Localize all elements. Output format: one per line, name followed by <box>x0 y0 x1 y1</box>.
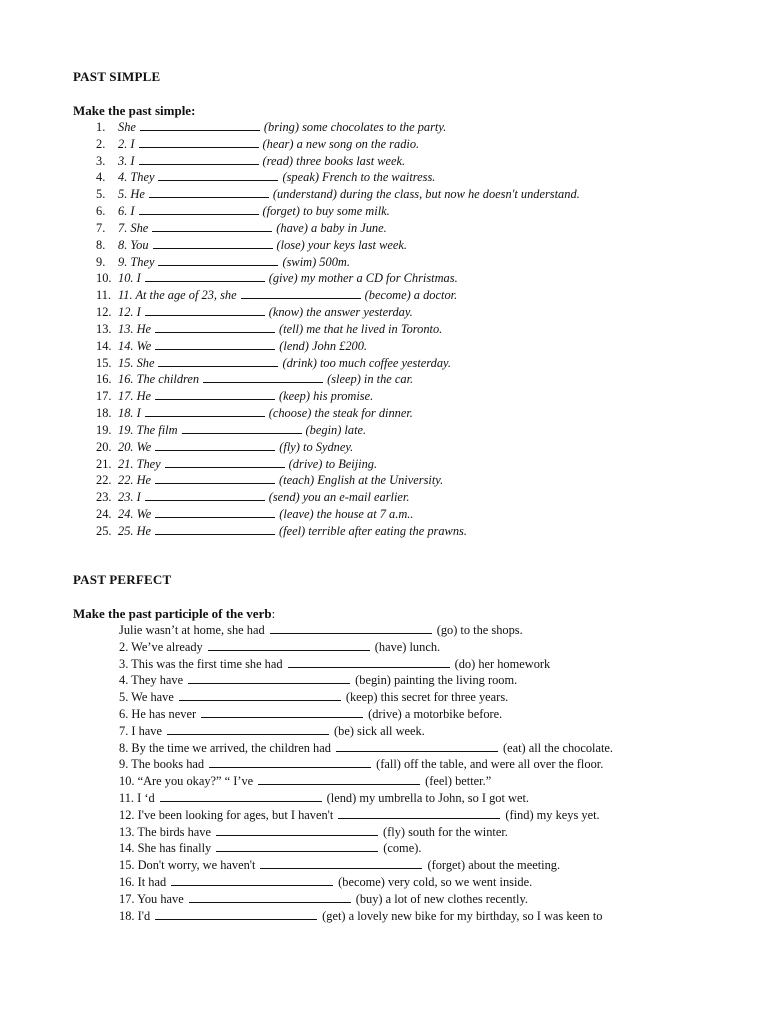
past-simple-item <box>96 405 756 422</box>
item-number: 6. <box>96 204 106 219</box>
item-number: 3. <box>96 153 106 168</box>
item-prompt: (go) to the shops. <box>436 623 523 637</box>
item-number: 15. <box>96 355 112 370</box>
item-subject: 7. I have <box>119 723 163 738</box>
past-simple-item <box>96 136 756 153</box>
answer-blank[interactable] <box>203 371 323 383</box>
item-prompt: (do) her homework <box>454 656 551 671</box>
item-prompt: (be) sick all week. <box>334 723 425 738</box>
instruction-past-perfect-colon: : <box>271 606 276 621</box>
past-perfect-item <box>119 840 719 857</box>
item-prompt: (find) my keys yet. <box>505 807 600 822</box>
past-simple-item <box>96 304 756 321</box>
answer-blank[interactable] <box>288 656 450 668</box>
answer-blank[interactable] <box>158 254 278 266</box>
answer-blank[interactable] <box>155 472 275 484</box>
item-subject: 8. By the time we arrived, the children had <box>119 740 331 755</box>
item-prompt: (drive) a motorbike before. <box>368 706 503 721</box>
answer-blank[interactable] <box>149 186 269 198</box>
item-subject: 10. I <box>118 271 141 286</box>
item-number: 5. <box>96 187 106 202</box>
item-prompt: (become) very cold, so we went inside. <box>338 874 533 889</box>
instruction-past-simple: Make the past simple: <box>73 103 196 118</box>
past-simple-item <box>96 237 756 254</box>
past-perfect-item <box>119 824 719 841</box>
past-perfect-item <box>119 874 719 891</box>
answer-blank[interactable] <box>338 807 500 819</box>
item-number: 16. <box>96 372 112 387</box>
answer-blank[interactable] <box>179 689 341 701</box>
item-prompt: (eat) all the chocolate. <box>502 740 614 755</box>
item-subject: 2. We’ve already <box>119 639 203 654</box>
past-perfect-exercise-list <box>119 622 719 924</box>
answer-blank[interactable] <box>158 355 278 367</box>
item-subject: 18. I <box>118 406 141 421</box>
item-subject: 13. The birds have <box>119 824 211 839</box>
answer-blank[interactable] <box>336 740 498 752</box>
item-prompt: (drive) to Beijing. <box>288 456 378 471</box>
answer-blank[interactable] <box>188 672 350 684</box>
past-perfect-item <box>119 622 719 639</box>
item-prompt: (leave) the house at 7 a.m.. <box>279 507 414 522</box>
item-prompt: (become) a doctor. <box>364 288 458 303</box>
answer-blank[interactable] <box>155 506 275 518</box>
item-number: 18. <box>96 406 112 421</box>
item-prompt: (lose) your keys last week. <box>276 237 407 252</box>
item-subject: 22. He <box>118 473 152 488</box>
answer-blank[interactable] <box>155 388 275 400</box>
past-perfect-item <box>119 790 719 807</box>
item-number: 20. <box>96 439 112 454</box>
item-prompt: (lend) John £200. <box>279 338 368 353</box>
past-simple-item <box>96 287 756 304</box>
item-prompt: (fly) south for the winter. <box>383 824 508 839</box>
item-number: 21. <box>96 456 112 471</box>
item-subject: 25. He <box>118 523 152 538</box>
answer-blank[interactable] <box>145 304 265 316</box>
item-prompt: (get) a lovely new bike for my birthday, so I was keen to <box>322 908 603 923</box>
past-perfect-item <box>119 706 719 723</box>
item-number: 11. <box>96 288 112 303</box>
past-simple-item <box>96 371 756 388</box>
item-prompt: (have) lunch. <box>374 639 441 654</box>
item-prompt: (keep) his promise. <box>279 389 374 404</box>
past-perfect-item <box>119 740 639 757</box>
item-subject: 13. He <box>118 321 152 336</box>
item-number: 23. <box>96 490 112 505</box>
past-simple-item <box>96 321 756 338</box>
past-perfect-item <box>119 891 719 908</box>
answer-blank[interactable] <box>158 169 278 181</box>
answer-blank[interactable] <box>155 321 275 333</box>
item-subject: She <box>118 120 136 134</box>
past-simple-item <box>96 472 756 489</box>
item-subject: 15. She <box>118 355 155 370</box>
item-subject: 9. They <box>118 254 155 269</box>
item-prompt: (forget) to buy some milk. <box>262 204 390 219</box>
answer-blank[interactable] <box>155 908 317 920</box>
item-prompt: (sleep) in the car. <box>327 372 414 387</box>
item-prompt: (teach) English at the University. <box>279 473 444 488</box>
item-prompt: (buy) a lot of new clothes recently. <box>355 891 528 906</box>
past-simple-item <box>96 338 756 355</box>
past-simple-item <box>96 422 756 439</box>
answer-blank[interactable] <box>216 824 378 836</box>
item-prompt: (hear) a new song on the radio. <box>262 136 420 151</box>
past-perfect-item <box>119 723 719 740</box>
item-subject: 19. The film <box>118 422 178 437</box>
answer-blank[interactable] <box>145 489 265 501</box>
item-subject: 24. We <box>118 507 152 522</box>
item-subject: 11. At the age of 23, she <box>118 288 237 303</box>
item-number: 24. <box>96 507 112 522</box>
item-number: 1. <box>96 120 106 134</box>
item-number: 19. <box>96 422 112 437</box>
past-simple-item <box>96 506 756 523</box>
answer-blank[interactable] <box>155 439 275 451</box>
past-simple-exercise-list <box>96 119 756 540</box>
answer-blank[interactable] <box>145 405 265 417</box>
item-prompt: (tell) me that he lived in Toronto. <box>279 321 443 336</box>
past-simple-item <box>96 388 756 405</box>
item-prompt: (drink) too much coffee yesterday. <box>282 355 451 370</box>
past-simple-item <box>96 456 756 473</box>
item-subject: 17. He <box>118 389 152 404</box>
answer-blank[interactable] <box>260 857 422 869</box>
answer-blank[interactable] <box>167 723 329 735</box>
item-subject: 5. We have <box>119 690 174 705</box>
item-subject: 14. We <box>118 338 152 353</box>
answer-blank[interactable] <box>160 790 322 802</box>
past-perfect-item <box>119 656 719 673</box>
item-number: 10. <box>96 271 112 286</box>
item-number: 7. <box>96 220 106 235</box>
item-number: 13. <box>96 321 112 336</box>
answer-blank[interactable] <box>258 773 420 785</box>
item-subject: 6. I <box>118 204 135 219</box>
item-subject: 10. “Are you okay?” “ I’ve <box>119 774 254 789</box>
item-subject: 12. I <box>118 305 141 320</box>
item-prompt: (forget) about the meeting. <box>427 858 561 873</box>
past-perfect-item <box>119 689 719 706</box>
answer-blank[interactable] <box>189 891 351 903</box>
answer-blank[interactable] <box>139 153 259 165</box>
item-subject: 23. I <box>118 490 141 505</box>
answer-blank[interactable] <box>270 622 432 634</box>
item-prompt: (choose) the steak for dinner. <box>268 406 413 421</box>
item-subject: 20. We <box>118 439 152 454</box>
past-simple-item <box>96 355 756 372</box>
past-simple-item <box>96 489 756 506</box>
item-prompt: (come). <box>383 841 422 856</box>
item-subject: Julie wasn’t at home, she had <box>119 623 265 637</box>
answer-blank[interactable] <box>209 756 371 768</box>
item-number: 14. <box>96 338 112 353</box>
item-subject: 17. You have <box>119 891 184 906</box>
item-subject: 18. I'd <box>119 908 151 923</box>
item-subject: 6. He has never <box>119 706 197 721</box>
answer-blank[interactable] <box>139 203 259 215</box>
answer-blank[interactable] <box>145 270 265 282</box>
past-simple-item <box>96 203 756 220</box>
answer-blank[interactable] <box>140 119 260 131</box>
item-prompt: (know) the answer yesterday. <box>268 305 413 320</box>
item-subject: 11. I ‘d <box>119 790 155 805</box>
item-number: 2. <box>96 136 106 151</box>
item-subject: 14. She has finally <box>119 841 212 856</box>
instruction-past-perfect-text: Make the past participle of the verb <box>73 606 272 621</box>
item-subject: 16. It had <box>119 874 167 889</box>
item-number: 8. <box>96 237 106 252</box>
past-perfect-item <box>119 807 719 824</box>
section-heading-past-simple: PAST SIMPLE <box>73 69 161 84</box>
past-perfect-item <box>119 857 719 874</box>
past-simple-item <box>96 169 756 186</box>
answer-blank[interactable] <box>171 874 333 886</box>
instruction-past-perfect <box>73 606 275 622</box>
past-simple-item <box>96 270 756 287</box>
answer-blank[interactable] <box>216 840 378 852</box>
item-number: 12. <box>96 305 112 320</box>
item-subject: 15. Don't worry, we haven't <box>119 858 256 873</box>
item-prompt: (have) a baby in June. <box>276 220 387 235</box>
past-simple-item <box>96 186 756 203</box>
item-prompt: (feel) terrible after eating the prawns. <box>279 523 467 538</box>
item-subject: 4. They have <box>119 673 184 688</box>
item-prompt: (begin) late. <box>305 422 367 437</box>
item-prompt: (fall) off the table, and were all over the floor. <box>376 757 604 772</box>
answer-blank[interactable] <box>241 287 361 299</box>
item-prompt: (begin) painting the living room. <box>355 673 518 688</box>
item-prompt: (lend) my umbrella to John, so I got wet. <box>326 790 530 805</box>
past-simple-item <box>96 119 756 136</box>
past-simple-item <box>96 439 756 456</box>
answer-blank[interactable] <box>152 220 272 232</box>
past-perfect-item <box>119 639 719 656</box>
answer-blank[interactable] <box>208 639 370 651</box>
past-simple-item <box>96 523 756 540</box>
item-subject: 9. The books had <box>119 757 205 772</box>
item-subject: 7. She <box>118 220 149 235</box>
past-simple-item <box>96 153 756 170</box>
item-subject: 4. They <box>118 170 155 185</box>
item-subject: 3. I <box>118 153 135 168</box>
item-prompt: (swim) 500m. <box>282 254 350 269</box>
past-simple-item <box>96 254 756 271</box>
answer-blank[interactable] <box>201 706 363 718</box>
item-prompt: (speak) French to the waitress. <box>282 170 436 185</box>
item-subject: 21. They <box>118 456 161 471</box>
answer-blank[interactable] <box>155 338 275 350</box>
item-number: 9. <box>96 254 106 269</box>
past-perfect-item <box>119 908 719 925</box>
item-subject: 8. You <box>118 237 149 252</box>
answer-blank[interactable] <box>182 422 302 434</box>
item-prompt: (bring) some chocolates to the party. <box>263 120 447 134</box>
item-prompt: (keep) this secret for three years. <box>345 690 509 705</box>
past-simple-item <box>96 220 756 237</box>
item-subject: 5. He <box>118 187 145 202</box>
item-subject: 16. The children <box>118 372 200 387</box>
answer-blank[interactable] <box>165 456 285 468</box>
answer-blank[interactable] <box>153 237 273 249</box>
answer-blank[interactable] <box>155 523 275 535</box>
item-subject: 3. This was the first time she had <box>119 656 283 671</box>
past-perfect-item <box>119 756 719 773</box>
past-perfect-item <box>119 773 719 790</box>
item-number: 4. <box>96 170 106 185</box>
answer-blank[interactable] <box>139 136 259 148</box>
item-prompt: (fly) to Sydney. <box>279 439 354 454</box>
item-subject: 12. I've been looking for ages, but I haven't <box>119 807 334 822</box>
item-prompt: (read) three books last week. <box>262 153 406 168</box>
item-subject: 2. I <box>118 136 135 151</box>
item-prompt: (feel) better.” <box>425 774 492 789</box>
item-number: 17. <box>96 389 112 404</box>
item-number: 22. <box>96 473 112 488</box>
item-number: 25. <box>96 523 112 538</box>
past-perfect-item <box>119 672 719 689</box>
item-prompt: (send) you an e-mail earlier. <box>268 490 410 505</box>
section-heading-past-perfect: PAST PERFECT <box>73 572 172 587</box>
item-prompt: (understand) during the class, but now he doesn't understand. <box>272 187 580 202</box>
item-prompt: (give) my mother a CD for Christmas. <box>268 271 458 286</box>
